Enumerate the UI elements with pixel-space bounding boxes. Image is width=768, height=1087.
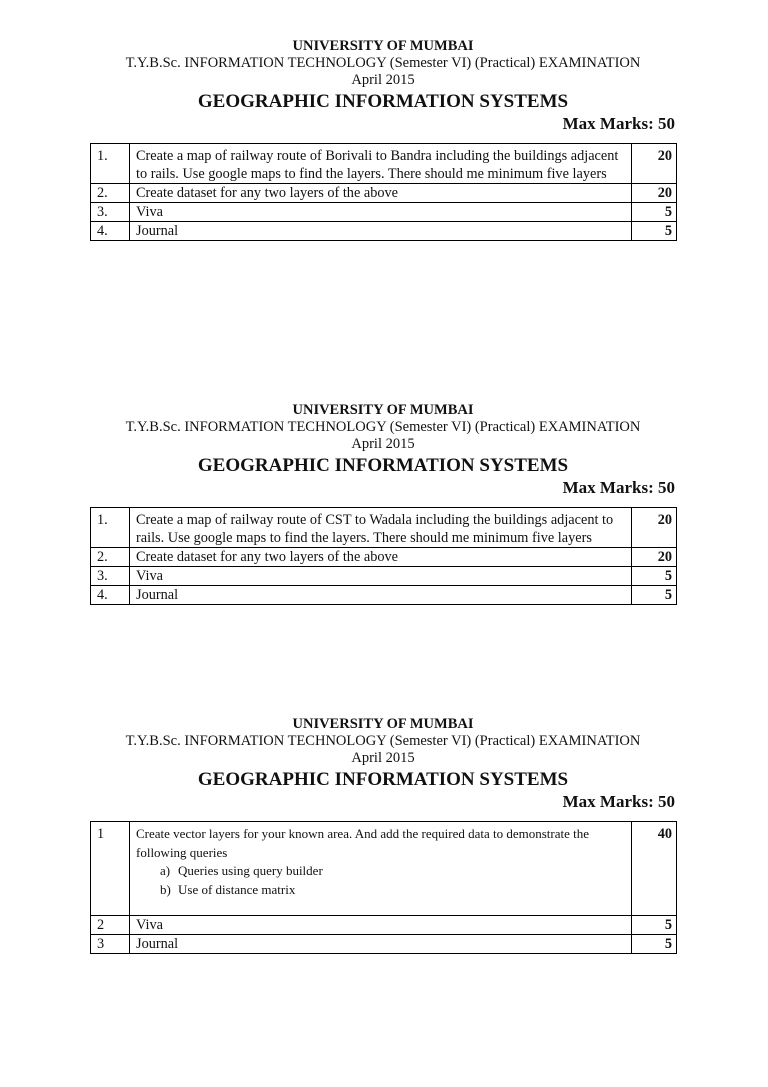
table-row — [91, 508, 677, 548]
list-item — [136, 862, 627, 881]
question-marks: 5 — [632, 935, 677, 954]
question-marks: 5 — [632, 567, 677, 586]
question-number: 3. — [91, 203, 130, 222]
questions-table — [90, 143, 677, 241]
max-marks: Max Marks: 50 — [562, 114, 675, 133]
exam-date: April 2015 — [351, 72, 415, 88]
question-number: 2. — [91, 548, 130, 567]
question-number: 4. — [91, 586, 130, 605]
exam-name: T.Y.B.Sc. INFORMATION TECHNOLOGY (Semester VI) (Practical) EXAMINATION — [125, 733, 641, 749]
subject-title: GEOGRAPHIC INFORMATION SYSTEMS — [197, 91, 569, 112]
question-marks: 5 — [632, 222, 677, 241]
exam-paper-1 — [90, 38, 676, 241]
question-number: 1. — [91, 508, 130, 548]
question-text: Journal — [130, 222, 632, 241]
table-row — [91, 144, 677, 184]
subitem-label: b) — [160, 881, 171, 897]
question-marks: 40 — [632, 822, 677, 916]
question-number: 4. — [91, 222, 130, 241]
exam-date: April 2015 — [351, 750, 415, 766]
question-marks: 5 — [632, 203, 677, 222]
question-text: Create vector layers for your known area. And add the required data to demonstrate the following queries — [136, 826, 590, 860]
question-text: Create dataset for any two layers of the above — [130, 184, 632, 203]
question-text: Create a map of railway route of CST to Wadala including the buildings adjacent to rails. Use google maps to find the layers. There should me minimum five layers — [130, 508, 632, 548]
question-number: 3 — [91, 935, 130, 954]
exam-paper-3 — [90, 716, 676, 954]
question-marks: 5 — [632, 586, 677, 605]
exam-date: April 2015 — [351, 436, 415, 452]
exam-paper-2 — [90, 402, 676, 605]
table-row — [91, 203, 677, 222]
question-number: 3. — [91, 567, 130, 586]
question-number: 2 — [91, 916, 130, 935]
table-row — [91, 822, 677, 916]
question-text: Viva — [130, 916, 632, 935]
question-text: Journal — [130, 586, 632, 605]
questions-table — [90, 507, 677, 605]
question-text: Viva — [130, 567, 632, 586]
table-row — [91, 567, 677, 586]
question-marks: 20 — [632, 144, 677, 184]
question-number: 1. — [91, 144, 130, 184]
table-row — [91, 548, 677, 567]
subitem-text: Use of distance matrix — [178, 881, 296, 897]
subitem-text: Queries using query builder — [178, 863, 323, 878]
question-marks: 20 — [632, 548, 677, 567]
subject-title: GEOGRAPHIC INFORMATION SYSTEMS — [197, 455, 569, 476]
table-row — [91, 222, 677, 241]
table-row — [91, 935, 677, 954]
list-item — [136, 881, 627, 900]
question-text: Create a map of railway route of Borivali to Bandra including the buildings adjacent to rails. Use google maps to find the layers. There should me minimum five layers — [130, 144, 632, 184]
question-text: Journal — [130, 935, 632, 954]
question-number: 2. — [91, 184, 130, 203]
table-row — [91, 184, 677, 203]
question-text: Viva — [130, 203, 632, 222]
max-marks: Max Marks: 50 — [562, 478, 675, 497]
question-marks: 20 — [632, 184, 677, 203]
exam-name: T.Y.B.Sc. INFORMATION TECHNOLOGY (Semester VI) (Practical) EXAMINATION — [125, 55, 641, 71]
university-name: UNIVERSITY OF MUMBAI — [292, 38, 474, 54]
questions-table — [90, 821, 677, 954]
exam-name: T.Y.B.Sc. INFORMATION TECHNOLOGY (Semester VI) (Practical) EXAMINATION — [125, 419, 641, 435]
question-marks: 5 — [632, 916, 677, 935]
question-marks: 20 — [632, 508, 677, 548]
subitem-label: a) — [160, 863, 171, 878]
question-cell — [130, 822, 632, 916]
university-name: UNIVERSITY OF MUMBAI — [292, 402, 474, 418]
question-text: Create dataset for any two layers of the above — [130, 548, 632, 567]
table-row — [91, 586, 677, 605]
subject-title: GEOGRAPHIC INFORMATION SYSTEMS — [197, 769, 569, 790]
university-name: UNIVERSITY OF MUMBAI — [292, 716, 474, 732]
table-row — [91, 916, 677, 935]
question-number: 1 — [91, 822, 130, 916]
max-marks: Max Marks: 50 — [562, 792, 675, 811]
